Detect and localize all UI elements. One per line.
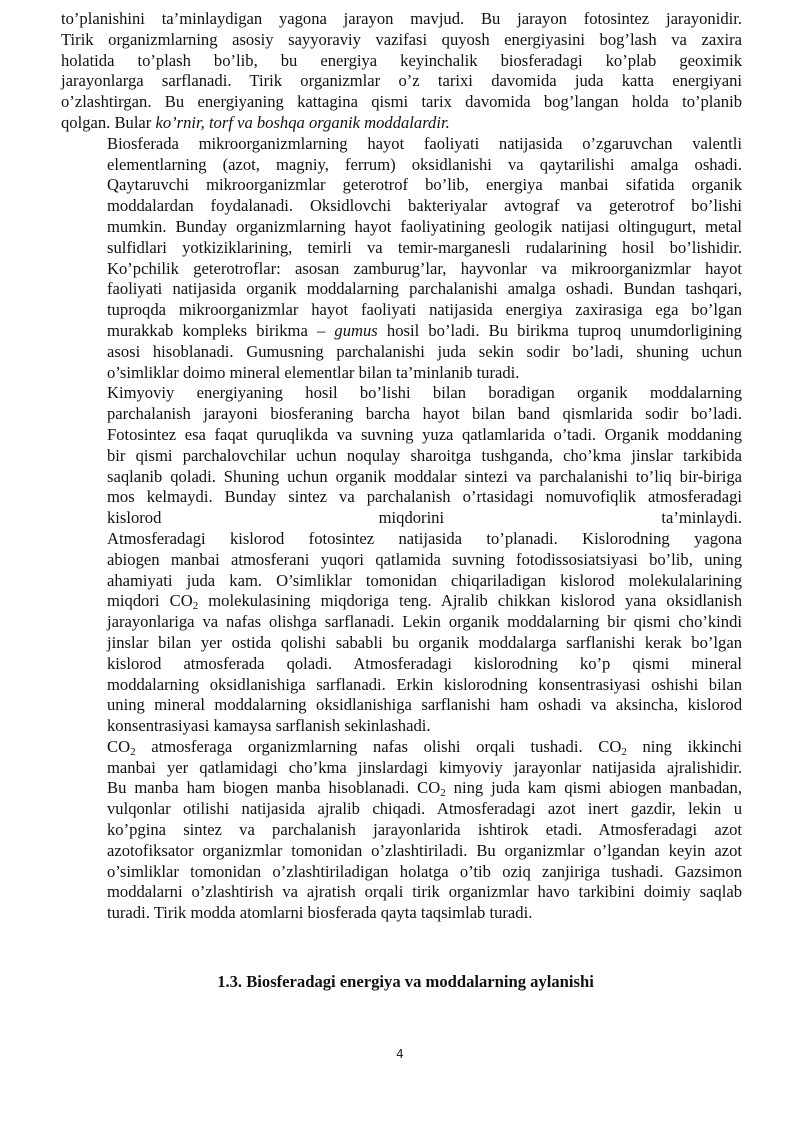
text-line xyxy=(61,529,742,550)
text-line xyxy=(61,342,742,363)
text-line xyxy=(61,155,742,176)
text-run: sulfidlari yotkiziklarining, temirli va temir-marganesli rudalarining hosil bo’lishidir. xyxy=(107,237,742,257)
text-line xyxy=(61,9,742,30)
text-run: parchalanish jarayoni biosferaning barcha hayot bilan band qismlarida sodir bo’ladi. xyxy=(107,404,742,424)
text-run: ko’pgina sintez va parchalanish jarayonlarida ishtirok etadi. Atmosferadagi azot xyxy=(107,820,742,840)
text-run: ning juda kam qismi abiogen manbadan, xyxy=(445,778,742,798)
text-line xyxy=(61,425,742,446)
text-line xyxy=(61,882,742,903)
text-run: manbai yer qatlamidagi cho’kma jinslardagi kimyoviy jarayonlar natijasida ajralishidir. xyxy=(107,757,742,777)
text-run: Ko’pchilik geterotroflar: asosan zamburug’lar, hayvonlar va mikroorganizmlar hayot xyxy=(107,258,742,278)
paragraph xyxy=(61,9,742,134)
text-run: o’zlashtirgan. Bu energiyaning kattagina qismi tarix davomida bog’langan holda to’planib xyxy=(61,92,742,112)
text-line xyxy=(61,487,742,508)
text-line xyxy=(61,550,742,571)
text-run: Qaytaruvchi mikroorganizmlar geterotrof bo’lib, energiya manbai sifatida organik xyxy=(107,175,742,195)
text-run: Bu manba ham biogen manba hisoblanadi. CO xyxy=(107,778,441,798)
text-line xyxy=(61,300,742,321)
text-line xyxy=(61,612,742,633)
text-line xyxy=(61,758,742,779)
text-run: asosi hisoblanadi. Gumusning parchalanishi juda sekin sodir bo’ladi, shuning uchun xyxy=(107,341,742,361)
text-line xyxy=(61,508,742,529)
text-run: to’planishini ta’minlaydigan yagona jarayon mavjud. Bu jarayon fotosintez jarayonidir. xyxy=(61,9,742,28)
text-run: murakkab kompleks birikma – xyxy=(107,320,335,340)
text-line xyxy=(61,259,742,280)
section-heading: 1.3. Biosferadagi energiya va moddalarning aylanishi xyxy=(217,972,594,992)
subscript: 2 xyxy=(440,787,446,800)
text-line xyxy=(61,196,742,217)
paragraph xyxy=(61,383,742,529)
text-line xyxy=(61,51,742,72)
text-run: saqlanib qoladi. Shuning uchun organik moddalar sintezi va parchalanishi to’liq bir-biriga xyxy=(107,466,742,486)
text-run: moddalarning oksidlanishiga sarflanadi. Erkin kislorodning konsentrasiyasi oshishi bilan xyxy=(107,674,742,694)
text-line xyxy=(61,571,742,592)
document-page xyxy=(61,9,742,993)
text-run: Kimyoviy energiyaning hosil bo’lishi bilan boradigan organik moddalarning xyxy=(107,383,742,403)
text-line xyxy=(61,446,742,467)
text-line xyxy=(61,238,742,259)
text-line xyxy=(61,404,742,425)
text-line xyxy=(61,71,742,92)
text-line xyxy=(61,30,742,51)
subscript: 2 xyxy=(130,745,136,758)
text-run: konsentrasiyasi kamaysa sarflanish sekinlashadi. xyxy=(107,716,431,736)
text-line xyxy=(61,675,742,696)
text-run: bir qismi parchalovchilar uchun noqulay sharoitga tushganda, cho’kma jinslar tarkibida xyxy=(107,445,742,465)
text-line xyxy=(61,217,742,238)
text-run: Tirik organizmlarning asosiy sayyoraviy vazifasi quyosh energiyasini bog’lash va zaxira xyxy=(61,29,742,49)
text-run: holatida to’plash bo’lib, bu energiya keyinchalik biosferadagi ko’plab geoximik xyxy=(61,50,742,70)
body-text xyxy=(61,9,742,924)
text-line xyxy=(61,820,742,841)
paragraph xyxy=(61,134,742,384)
text-run: atmosferaga organizmlarning nafas olishi orqali tushadi. CO xyxy=(135,736,622,756)
paragraph xyxy=(61,529,742,737)
text-run: o’simliklar doimo mineral elementlar bilan ta’minlanib turadi. xyxy=(107,362,520,382)
text-run: o’simliklar tomonidan o’zlashtiriladigan holatga o’tib oziq zanjiriga tushadi. Gazsimon xyxy=(107,861,742,881)
text-run: Fotosintez esa faqat quruqlikda va suvning yuza qatlamlarida o’tadi. Organik moddaning xyxy=(107,424,742,444)
text-run: turadi. Tirik modda atomlarni biosferada qayta taqsimlab turadi. xyxy=(107,903,533,923)
text-run: abiogen manbai atmosferani yuqori qatlamida suvning fotodissosiatsiyasi bo’lib, uning xyxy=(107,549,742,569)
text-run: Biosferada mikroorganizmlarning hayot faoliyati natijasida o’zgaruvchan valentli xyxy=(107,133,742,153)
text-line xyxy=(61,134,742,155)
text-run: hosil bo’ladi. Bu birikma tuproq unumdorligining xyxy=(377,320,742,340)
text-line xyxy=(61,716,742,737)
text-run: jarayonlariga va nafas olishga sarflanadi. Lekin organik moddalarning bir qismi cho’kindi xyxy=(107,612,742,632)
text-run: Atmosferadagi kislorod fotosintez natijasida to’planadi. Kislorodning yagona xyxy=(107,528,742,548)
text-line xyxy=(61,778,742,799)
text-run: CO xyxy=(107,736,131,756)
text-line xyxy=(61,654,742,675)
text-run: mumkin. Bunday organizmlarning hayot faoliyatining geologik natijasi oltingugurt, metal xyxy=(107,216,742,236)
text-line xyxy=(61,903,742,924)
text-run: kislorod atmosferada qoladi. Atmosferadagi kislorodning ko’p qismi mineral xyxy=(107,653,742,673)
text-line xyxy=(61,633,742,654)
text-run: azotofiksator organizmlar tomonidan o’zlashtiriladi. Bu organizmlar o’lgandan keyin azot xyxy=(107,840,742,860)
text-run: tuproqda mikroorganizmlar hayot faoliyati natijasida energiya zaxirasiga ega bo’lgan xyxy=(107,300,742,320)
paragraph xyxy=(61,737,742,924)
text-run: vulqonlar otilishi natijasida ajralib chiqadi. Atmosferadagi azot inert gazdir, lekin u xyxy=(107,799,742,819)
text-run: miqdori CO xyxy=(107,591,193,611)
text-run: uning mineral moddalarning oksidlanishiga sarflanishi ham oshadi va aksincha, kislorod xyxy=(107,695,742,715)
text-run: faoliyati natijasida organik moddalarning parchalanishi amalga oshadi. Bundan tashqari, xyxy=(107,279,742,299)
text-line xyxy=(61,591,742,612)
text-run: moddalardan foydalanadi. Oksidlovchi bakteriyalar avtograf va geterotrof bo’lishi xyxy=(107,196,742,216)
text-run: ahamiyati juda kam. O’simliklar tomonidan chiqariladigan kislorod molekulalarining xyxy=(107,570,742,590)
text-line xyxy=(61,279,742,300)
text-line xyxy=(61,841,742,862)
text-run: jarayonlarga sarflanadi. Tirik organizmlar o’z tarixi davomida juda katta energiyani xyxy=(61,71,742,91)
page-number: 4 xyxy=(396,1047,404,1061)
text-line xyxy=(61,695,742,716)
section-spacer xyxy=(61,924,742,972)
text-line xyxy=(61,799,742,820)
text-line xyxy=(61,383,742,404)
text-run: molekulasining miqdoriga teng. Ajralib chikkan kislorod yana oksidlanish xyxy=(198,591,742,611)
subscript: 2 xyxy=(192,600,199,613)
text-run: qolgan. Bular xyxy=(61,112,156,132)
text-run: elementlarning (azot, magniy, ferrum) oksidlanishi va qaytarilishi amalga oshadi. xyxy=(107,154,742,174)
text-run: moddalarni o’zlashtirish va ajratish orqali tirik organizmlar havo tarkibini doimiy saqlab xyxy=(107,882,742,902)
text-line xyxy=(61,175,742,196)
text-run: mos kelmaydi. Bunday sintez va parchalanish o’rtasidagi nomuvofiqlik atmosferadagi xyxy=(107,487,742,507)
italic-text: ko’rnir, torf va boshqa organik moddalardir. xyxy=(155,112,450,132)
text-line xyxy=(61,113,742,134)
text-line xyxy=(61,467,742,488)
text-line xyxy=(61,363,742,384)
subscript: 2 xyxy=(621,745,627,758)
text-line xyxy=(61,737,742,758)
text-run: kislorod miqdorini ta’minlaydi. xyxy=(107,508,742,528)
text-run: jinslar bilan yer ostida qolishi sababli bu organik moddalarga sarflanishi kerak bo’lgan xyxy=(107,632,742,652)
text-line xyxy=(61,92,742,113)
text-run: ning ikkinchi xyxy=(626,736,743,756)
text-line xyxy=(61,321,742,342)
text-line xyxy=(61,862,742,883)
italic-text: gumus xyxy=(334,320,378,340)
